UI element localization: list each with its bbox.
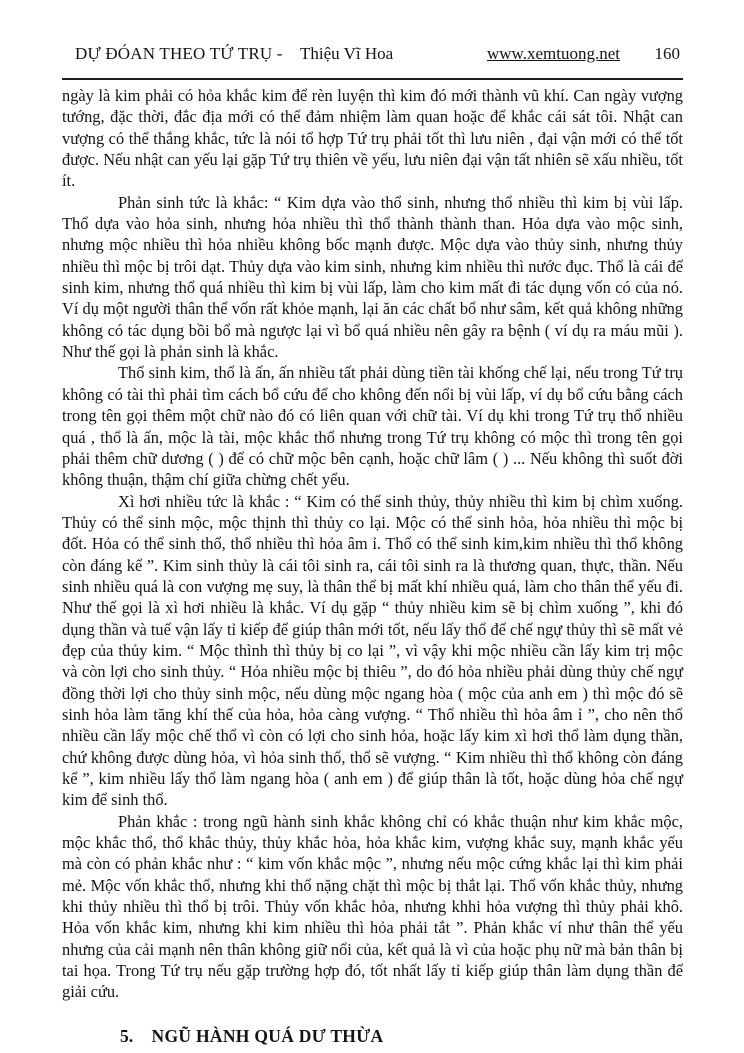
paragraph-continuation: ngày là kim phải có hỏa khắc kim để rèn luyện thì kim đó mới thành vũ khí. Can ngày vượng tướng, đặc thời, đắc địa mới có thể đảm nhiệm làm quan hoặc để khắc cái sát tôi. Nhật can vượng có thể thắng khắc, tức là nói tổ hợp Tứ trụ phải tốt thì lưu niên , đại vận mới có thể tốt được. Nếu nhật can yếu lại gặp Tứ trụ thiên về yếu, lưu niên đại vận tất nhiên sẽ xấu nhiều, tốt ít. (62, 86, 683, 191)
header-divider (62, 78, 683, 80)
page-header (0, 44, 744, 70)
paragraph-tho-sinh-kim: Thổ sinh kim, thổ là ấn, ấn nhiều tất phải dùng tiền tài khống chế lại, nếu trong Tứ trụ không có tài thì phải tìm cách bổ cứu để cho không đến nổi bị vùi lấp, ví dụ bổ cứu bằng cách trong tên gọi thêm một chữ nào đó có liên quan với chữ tài. Ví dụ khi trong Tứ trụ thổ nhiều quá , thổ là ấn, mộc là tài, mộc khắc thổ nhưng trong Tứ trụ không có mộc thì trong tên gọi phải thêm chữ dương ( ) để có chữ mộc bên cạnh, hoặc chữ lâm ( ) ... Nếu không thì suốt đời không thuận, thậm chí giữa chừng chết yểu. (62, 363, 683, 490)
section-title: NGŨ HÀNH QUÁ DƯ THỪA (151, 1025, 384, 1046)
paragraph-phan-sinh: Phản sinh tức là khắc: “ Kim dựa vào thổ sinh, nhưng thổ nhiều thì kim bị vùi lấp. Thổ dựa vào hỏa sinh, nhưng hỏa nhiều thì thổ thành thành than. Hỏa dựa vào mộc sinh, nhưng mộc nhiều thì hỏa nhiều không bốc mạnh được. Mộc dựa vào thủy sinh, nhưng thủy nhiều thì mộc bị trôi dạt. Thủy dựa vào kim sinh, nhưng kim nhiều thì nước đục. Thổ là cái để sinh kim, nhưng thổ quá nhiều thì kim bị vùi lấp, làm cho kim mất đi tác dụng vốn có của nó. Ví dụ một người thân thể vốn rất khỏe mạnh, lại ăn các chất bổ như sâm, kết quả không những không có tác dụng bồi bổ mà ngược lại vì bổ quá nhiều nên gây ra bệnh ( ví dụ ra máu mũi ). Như thế gọi là phản sinh là khắc. (62, 192, 683, 362)
book-title: DỰ ĐÓAN THEO TỨ TRỤ - (75, 44, 283, 63)
section-heading (62, 1026, 683, 1047)
page-number: 160 (654, 44, 680, 63)
author-name: Thiệu Vĩ Hoa (300, 44, 394, 63)
section-number: 5. (120, 1025, 134, 1046)
page-body (62, 85, 683, 1053)
paragraph-xi-hoi-nhieu: Xì hơi nhiều tức là khắc : “ Kim có thể sinh thủy, thủy nhiều thì kim bị chìm xuống. Thủy có thể sinh mộc, mộc thịnh thì thủy co lại. Mộc có thể sinh hỏa, hỏa nhiều thì mộc bị đốt. Hỏa có thể sinh thổ, thổ nhiều thì hỏa âm ỉ. Thổ có thể sinh kim,kim nhiều thì thổ không còn đáng kể ”. Kim sinh thủy là cái tôi sinh ra, cái tôi sinh ra là thương quan, thực, thần. Nếu sinh nhiều quá là con vượng mẹ suy, là thân thể bị mất khí nhiều quá, làm cho thân thể yếu đi. Như thế gọi là xì hơi nhiều là khắc. Ví dụ gặp “ thủy nhiều kim sẽ bị chìm xuống ”, khi đó dụng thần và tuế vận lấy tỉ kiếp để giúp thân mới tốt, nếu lấy thổ để chế ngự thủy thì sẽ mất vẻ đẹp của thủy kim. “ Mộc thình thì thủy bị co lại ”, vì vậy khi mộc nhiều cần lấy kim trị mộc và còn lợi cho sinh thủy. “ Hỏa nhiều mộc bị thiêu ”, do đó hỏa nhiều phải dùng thủy chế ngự đồng thời lợi cho thủy sinh mộc, nếu dùng mộc ngang hòa ( mộc của anh em ) thì mộc đó sẽ sinh hỏa làm tăng khí thế của hỏa, hỏa càng vượng. “ Thổ nhiều thì hỏa âm ỉ ”, cho nên thổ nhiều cần lấy mộc chế thổ vì còn có lợi cho sinh hỏa, hoặc lấy kim xì hơi thổ làm dụng thần, chứ không được dùng hỏa, vì hỏa sinh thổ, thổ sẽ vượng. “ Kim nhiều thì thổ không còn đáng kể ”, kim nhiều lấy thổ làm ngang hòa ( anh em ) để giúp thân là tốt, hoặc dùng hỏa chế ngự kim để sinh thổ. (62, 491, 683, 810)
paragraph-phan-khac: Phản khắc : trong ngũ hành sinh khắc không chỉ có khắc thuận như kim khắc mộc, mộc khắc thổ, thổ khắc thủy, thủy khắc hỏa, hỏa khắc kim, vượng khắc suy, mạnh khắc yếu mà còn có phản khắc như : “ kim vốn khắc mộc ”, nhưng nếu mộc cứng khắc lại thì kim phải mẻ. Mộc vốn khắc thổ, nhưng khi thổ nặng chặt thì mộc bị thắt lại. Thổ vốn khắc thủy, nhưng khi thủy nhiều thì thổ bị trôi. Thủy vốn khắc hỏa, nhưng khhi hỏa vượng thì thủy phải khô. Hỏa vốn khắc kim, nhưng khi kim nhiều thì hỏa phải tắt ”. Phản khắc ví như thân thể yếu nhưng của cải mạnh nên thân không giữ nổi của, kết quả là vì của hoặc phụ nữ mà bản thân bị tai họa. Trong Tứ trụ nếu gặp trường hợp đó, tốt nhất lấy tỉ kiếp giúp thân làm dụng thần để giải cứu. (62, 811, 683, 1002)
website-link[interactable]: www.xemtuong.net (487, 44, 620, 63)
